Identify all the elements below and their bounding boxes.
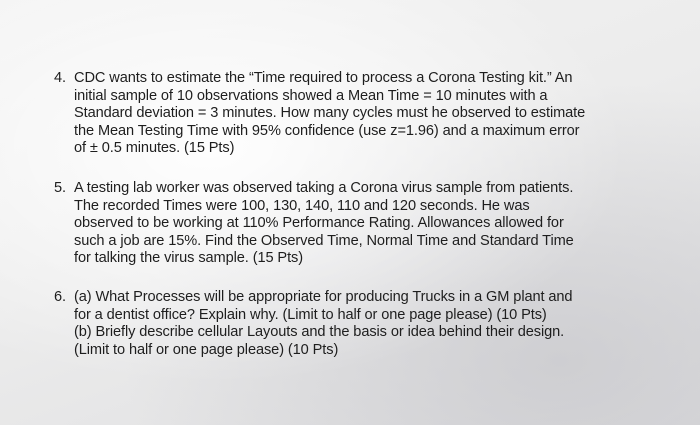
question-line: for talking the virus sample. (15 Pts) xyxy=(74,250,303,266)
question-6 xyxy=(54,289,572,359)
question-5 xyxy=(54,180,574,268)
question-line: (a) What Processes will be appropriate for producing Trucks in a GM plant and xyxy=(74,289,573,305)
question-text xyxy=(74,70,585,158)
question-line: Standard deviation = 3 minutes. How many cycles must he observed to estimate xyxy=(74,105,586,121)
question-line: CDC wants to estimate the “Time required to process a Corona Testing kit.” An xyxy=(74,70,573,86)
question-line: (Limit to half or one page please) (10 Pts) xyxy=(74,341,339,358)
question-line: observed to be working at 110% Performance Rating. Allowances allowed for xyxy=(74,215,564,231)
question-number: 4. xyxy=(54,70,66,86)
question-4 xyxy=(54,70,585,158)
question-line: the Mean Testing Time with 95% confidence (use z=1.96) and a maximum error xyxy=(74,122,580,139)
question-line: for a dentist office? Explain why. (Limit to half or one page please) (10 Pts) xyxy=(74,306,547,323)
question-text xyxy=(74,180,574,268)
question-line: of ± 0.5 minutes. (15 Pts) xyxy=(74,140,235,156)
question-line: such a job are 15%. Find the Observed Time, Normal Time and Standard Time xyxy=(74,232,574,249)
question-line: A testing lab worker was observed taking a Corona virus sample from patients. xyxy=(74,180,574,196)
question-line: (b) Briefly describe cellular Layouts and the basis or idea behind their design. xyxy=(74,324,565,340)
question-number: 5. xyxy=(54,180,66,196)
question-line: The recorded Times were 100, 130, 140, 110 and 120 seconds. He was xyxy=(74,197,530,214)
question-number: 6. xyxy=(54,289,66,305)
question-line: initial sample of 10 observations showed a Mean Time = 10 minutes with a xyxy=(74,87,548,104)
question-text xyxy=(74,289,572,359)
